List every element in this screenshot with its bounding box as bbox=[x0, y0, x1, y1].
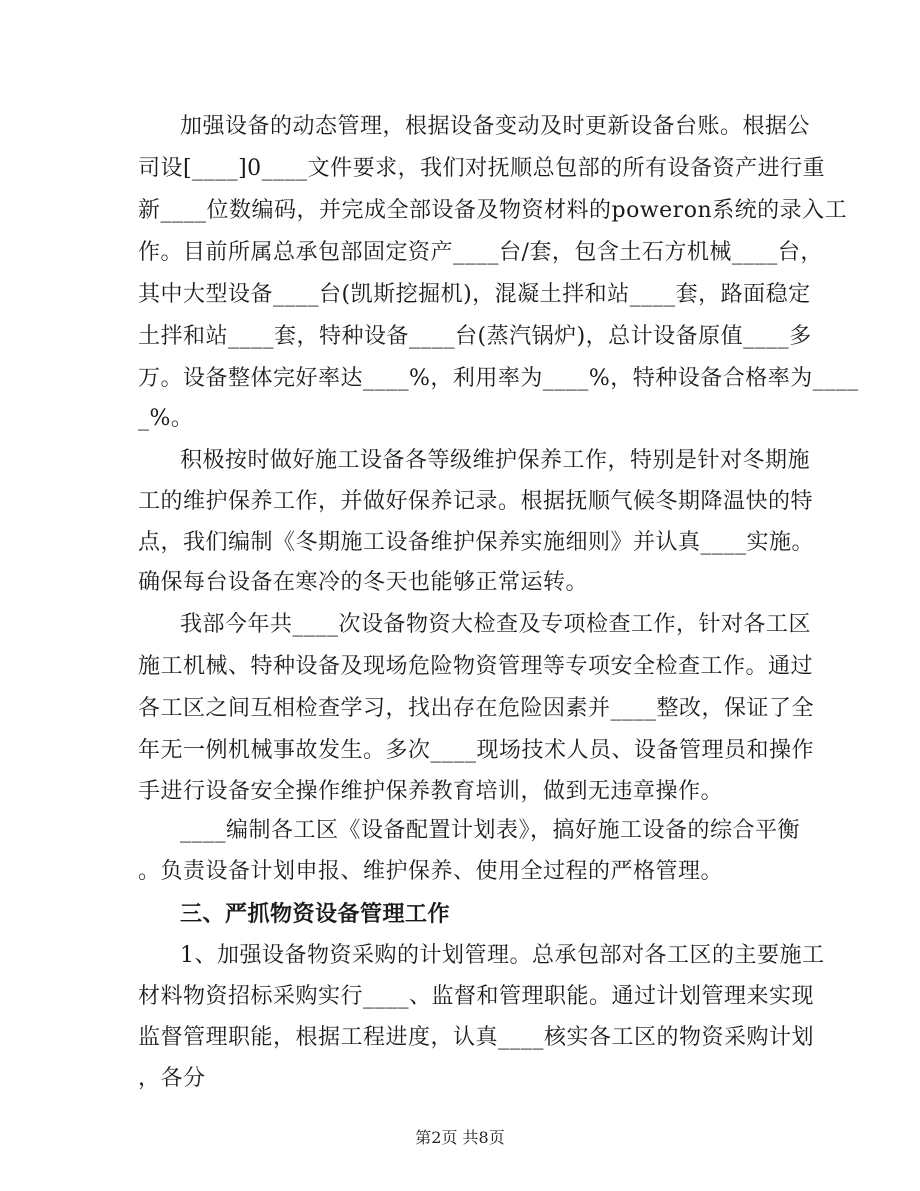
paragraph-line: 万。设备整体完好率达____%，利用率为____%，特种设备合格率为____ bbox=[138, 366, 859, 391]
paragraph-line: 监督管理职能，根据工程进度，认真____核实各工区的物资采购计划 bbox=[138, 1025, 815, 1050]
paragraph-line: 年无一例机械事故发生。多次____现场技术人员、设备管理员和操作 bbox=[138, 738, 815, 763]
paragraph-line: 1、加强设备物资采购的计划管理。总承包部对各工区的主要施工 bbox=[180, 943, 825, 968]
page-number: 第2页 共8页 bbox=[415, 1128, 505, 1147]
paragraph-line: 各工区之间互相检查学习，找出存在危险因素并____整改，保证了全 bbox=[138, 696, 815, 721]
paragraph-line: 我部今年共____次设备物资大检查及专项检查工作，针对各工区 bbox=[180, 612, 812, 637]
section-heading: 三、严抓物资设备管理工作 bbox=[180, 901, 451, 927]
paragraph-line: 确保每台设备在寒冷的冬天也能够正常运转。 bbox=[138, 570, 589, 595]
paragraph-line: 点，我们编制《冬期施工设备维护保养实施细则》并认真____实施。 bbox=[138, 530, 815, 555]
paragraph-line: ____编制各工区《设备配置计划表》，搞好施工设备的综合平衡 bbox=[180, 818, 801, 843]
paragraph-line: _%。 bbox=[138, 406, 194, 431]
paragraph-line: 积极按时做好施工设备各等级维护保养工作，特别是针对冬期施 bbox=[180, 448, 811, 473]
paragraph-line: 土拌和站____套，特种设备____台(蒸汽锅炉)，总计设备原值____多 bbox=[138, 324, 812, 349]
paragraph-line: 施工机械、特种设备及现场危险物资管理等专项安全检查工作。通过 bbox=[138, 654, 814, 679]
paragraph-line: 材料物资招标采购实行____、监督和管理职能。通过计划管理来实现 bbox=[138, 984, 815, 1009]
paragraph-line: 。负责设备计划申报、维护保养、使用全过程的严格管理。 bbox=[138, 859, 724, 884]
paragraph-line: 加强设备的动态管理，根据设备变动及时更新设备台账。根据公 bbox=[180, 114, 811, 139]
paragraph-line: 新____位数编码，并完成全部设备及物资材料的poweron系统的录入工 bbox=[138, 198, 848, 223]
paragraph-line: 工的维护保养工作，并做好保养记录。根据抚顺气候冬期降温快的特 bbox=[138, 489, 814, 514]
paragraph-line: 其中大型设备____台(凯斯挖掘机)，混凝土拌和站____套，路面稳定 bbox=[138, 282, 811, 307]
paragraph-line: 司设[____]0____文件要求，我们对抚顺总包部的所有设备资产进行重 bbox=[138, 156, 826, 181]
paragraph-line: 作。目前所属总承包部固定资产____台/套，包含土石方机械____台， bbox=[138, 240, 823, 265]
paragraph-line: ，各分 bbox=[138, 1066, 206, 1091]
paragraph-line: 手进行设备安全操作维护保养教育培训，做到无违章操作。 bbox=[138, 779, 724, 804]
